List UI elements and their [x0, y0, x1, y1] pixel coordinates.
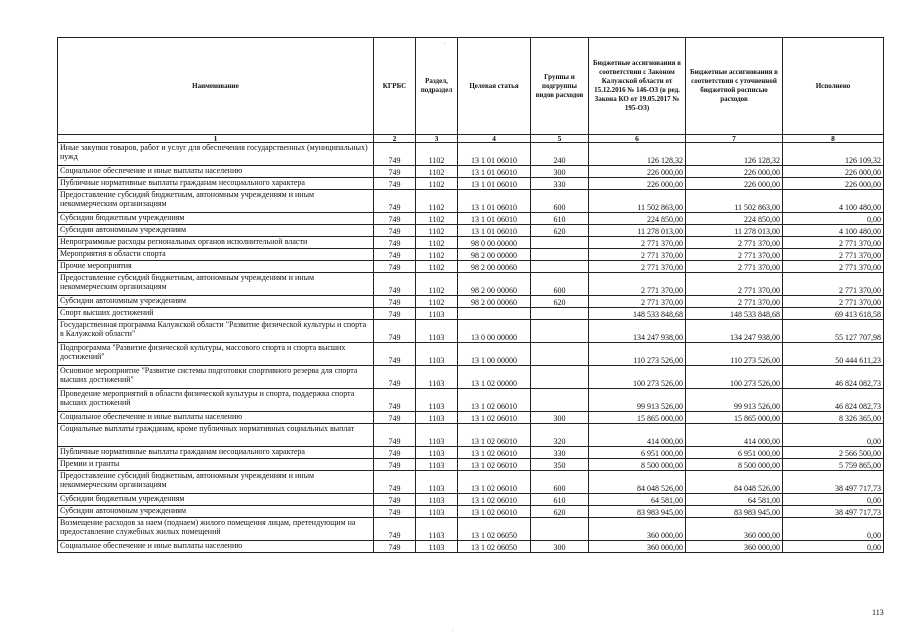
row-article: 13 1 01 06010: [458, 213, 531, 225]
row-executed: 126 109,32: [783, 143, 884, 166]
row-section: 1102: [416, 166, 458, 178]
row-group: 610: [531, 494, 589, 506]
row-group: 330: [531, 178, 589, 190]
row-name: Прочие мероприятия: [58, 261, 374, 273]
row-budget: 224 850,00: [589, 213, 686, 225]
row-executed: 46 824 082,73: [783, 366, 884, 389]
row-section: 1103: [416, 343, 458, 366]
row-article: 13 1 01 06010: [458, 143, 531, 166]
row-article: 98 0 00 00000: [458, 237, 531, 249]
column-numbers-row: [58, 135, 884, 143]
row-section: 1103: [416, 308, 458, 320]
row-kgrbs: 749: [374, 518, 416, 541]
row-section: 1102: [416, 296, 458, 308]
row-group: 600: [531, 273, 589, 296]
row-section: 1103: [416, 541, 458, 553]
row-executed: 2 771 370,00: [783, 261, 884, 273]
row-executed: 69 413 618,58: [783, 308, 884, 320]
row-executed: 0,00: [783, 494, 884, 506]
table-row: [58, 249, 884, 261]
row-name: Социальное обеспечение и иные выплаты населению: [58, 541, 374, 553]
row-name: Проведение мероприятий в области физической культуры и спорта, поддержка спорта высших достижений: [58, 389, 374, 412]
row-refined: 2 771 370,00: [686, 296, 783, 308]
row-budget: 2 771 370,00: [589, 261, 686, 273]
row-section: 1103: [416, 412, 458, 424]
row-refined: 8 500 000,00: [686, 459, 783, 471]
row-group: [531, 343, 589, 366]
header-name: Наименование: [58, 38, 374, 135]
row-kgrbs: 749: [374, 320, 416, 343]
row-refined: 148 533 848,68: [686, 308, 783, 320]
table-row: [58, 296, 884, 308]
row-section: 1102: [416, 190, 458, 213]
row-budget: 110 273 526,00: [589, 343, 686, 366]
row-name: Спорт высших достижений: [58, 308, 374, 320]
budget-report-page: [57, 37, 883, 553]
row-refined: 226 000,00: [686, 166, 783, 178]
row-section: 1103: [416, 471, 458, 494]
row-section: 1102: [416, 143, 458, 166]
row-refined: 83 983 945,00: [686, 506, 783, 518]
row-refined: 126 128,32: [686, 143, 783, 166]
row-executed: 2 771 370,00: [783, 237, 884, 249]
row-group: 320: [531, 424, 589, 447]
row-group: 350: [531, 459, 589, 471]
row-executed: 38 497 717,73: [783, 506, 884, 518]
row-group: 600: [531, 471, 589, 494]
row-name: Субсидии автономным учреждениям: [58, 225, 374, 237]
row-article: 13 1 02 06010: [458, 389, 531, 412]
row-budget: 2 771 370,00: [589, 249, 686, 261]
row-kgrbs: 749: [374, 366, 416, 389]
header-group: Группы и подгруппы видов расходов: [531, 38, 589, 135]
row-article: 13 1 02 06010: [458, 447, 531, 459]
row-name: Подпрограмма "Развитие физической культуры, массового спорта и спорта высших достижений": [58, 343, 374, 366]
column-number: 4: [458, 135, 531, 143]
scan-dot: ·: [444, 41, 446, 47]
table-row: [58, 190, 884, 213]
table-row: [58, 143, 884, 166]
table-row: [58, 518, 884, 541]
column-number: 6: [589, 135, 686, 143]
row-kgrbs: 749: [374, 273, 416, 296]
row-name: Мероприятия в области спорта: [58, 249, 374, 261]
row-executed: 2 566 500,00: [783, 447, 884, 459]
row-group: [531, 320, 589, 343]
row-kgrbs: 749: [374, 494, 416, 506]
row-article: 13 1 01 06010: [458, 178, 531, 190]
row-group: [531, 518, 589, 541]
table-row: [58, 447, 884, 459]
row-kgrbs: 749: [374, 471, 416, 494]
row-kgrbs: 749: [374, 178, 416, 190]
table-row: [58, 343, 884, 366]
row-budget: 360 000,00: [589, 541, 686, 553]
row-article: 13 1 02 06050: [458, 541, 531, 553]
row-kgrbs: 749: [374, 213, 416, 225]
row-article: 98 2 00 00060: [458, 261, 531, 273]
row-name: Предоставление субсидий бюджетным, автономным учреждениям и иным некоммерческим организациям: [58, 190, 374, 213]
table-row: [58, 178, 884, 190]
row-article: 98 2 00 00000: [458, 249, 531, 261]
row-section: 1103: [416, 389, 458, 412]
row-kgrbs: 749: [374, 225, 416, 237]
row-budget: 2 771 370,00: [589, 273, 686, 296]
row-kgrbs: 749: [374, 237, 416, 249]
row-article: 98 2 00 00060: [458, 296, 531, 308]
row-refined: 11 278 013,00: [686, 225, 783, 237]
table-row: [58, 366, 884, 389]
row-refined: 110 273 526,00: [686, 343, 783, 366]
row-name: Премии и гранты: [58, 459, 374, 471]
row-name: Субсидии автономным учреждениям: [58, 296, 374, 308]
row-refined: 99 913 526,00: [686, 389, 783, 412]
column-number: 1: [58, 135, 374, 143]
column-number: 8: [783, 135, 884, 143]
row-kgrbs: 749: [374, 249, 416, 261]
row-refined: 360 000,00: [686, 541, 783, 553]
row-executed: 226 000,00: [783, 178, 884, 190]
row-kgrbs: 749: [374, 190, 416, 213]
table-row: [58, 225, 884, 237]
table-row: [58, 261, 884, 273]
row-refined: 11 502 863,00: [686, 190, 783, 213]
row-refined: 64 581,00: [686, 494, 783, 506]
row-group: 620: [531, 296, 589, 308]
row-executed: 46 824 082,73: [783, 389, 884, 412]
row-budget: 8 500 000,00: [589, 459, 686, 471]
row-budget: 148 533 848,68: [589, 308, 686, 320]
header-refined: Бюджетные ассигнования в соответствии с уточненной бюджетной росписью расходов: [686, 38, 783, 135]
row-group: [531, 308, 589, 320]
row-name: Иные закупки товаров, работ и услуг для обеспечения государственных (муниципальных) нужд: [58, 143, 374, 166]
row-article: 13 1 02 06050: [458, 518, 531, 541]
table-row: [58, 308, 884, 320]
row-kgrbs: 749: [374, 389, 416, 412]
row-name: Возмещение расходов за наем (поднаем) жилого помещения лицам, претендующим на предоставление служебных жилых помещений: [58, 518, 374, 541]
row-budget: 414 000,00: [589, 424, 686, 447]
row-kgrbs: 749: [374, 541, 416, 553]
column-number: 3: [416, 135, 458, 143]
header-kgrbs: КГРБС: [374, 38, 416, 135]
row-section: 1102: [416, 237, 458, 249]
column-number: 5: [531, 135, 589, 143]
row-name: Субсидии автономным учреждениям: [58, 506, 374, 518]
row-executed: 2 771 370,00: [783, 273, 884, 296]
row-section: 1103: [416, 506, 458, 518]
row-refined: 414 000,00: [686, 424, 783, 447]
row-executed: 0,00: [783, 213, 884, 225]
table-row: [58, 424, 884, 447]
column-number: 2: [374, 135, 416, 143]
row-budget: 2 771 370,00: [589, 237, 686, 249]
table-row: [58, 471, 884, 494]
page-number: 113: [872, 608, 884, 617]
row-article: 13 1 01 06010: [458, 190, 531, 213]
row-article: 98 2 00 00060: [458, 273, 531, 296]
row-name: Непрограммные расходы региональных органов исполнительной власти: [58, 237, 374, 249]
row-section: 1103: [416, 424, 458, 447]
table-row: [58, 237, 884, 249]
row-group: 610: [531, 213, 589, 225]
row-budget: 6 951 000,00: [589, 447, 686, 459]
row-kgrbs: 749: [374, 424, 416, 447]
table-header-row: [58, 38, 884, 135]
row-budget: 64 581,00: [589, 494, 686, 506]
row-executed: 2 771 370,00: [783, 296, 884, 308]
header-section: Раздел, подраздел: [416, 38, 458, 135]
row-executed: 38 497 717,73: [783, 471, 884, 494]
row-name: Публичные нормативные выплаты гражданам несоциального характера: [58, 447, 374, 459]
row-group: [531, 261, 589, 273]
row-refined: 6 951 000,00: [686, 447, 783, 459]
table-body: [58, 143, 884, 553]
row-refined: 2 771 370,00: [686, 249, 783, 261]
row-kgrbs: 749: [374, 296, 416, 308]
row-executed: 0,00: [783, 518, 884, 541]
row-section: 1103: [416, 447, 458, 459]
scan-dot: ·: [452, 628, 454, 634]
row-group: [531, 237, 589, 249]
row-article: 13 1 02 06010: [458, 459, 531, 471]
row-executed: 2 771 370,00: [783, 249, 884, 261]
row-name: Социальное обеспечение и иные выплаты населению: [58, 412, 374, 424]
row-refined: 2 771 370,00: [686, 273, 783, 296]
row-group: 620: [531, 506, 589, 518]
column-number: 7: [686, 135, 783, 143]
row-group: [531, 389, 589, 412]
table-row: [58, 273, 884, 296]
table-row: [58, 389, 884, 412]
row-budget: 134 247 938,00: [589, 320, 686, 343]
row-executed: 4 100 480,00: [783, 225, 884, 237]
row-refined: 2 771 370,00: [686, 261, 783, 273]
row-kgrbs: 749: [374, 143, 416, 166]
row-article: 13 1 02 06010: [458, 412, 531, 424]
row-budget: 83 983 945,00: [589, 506, 686, 518]
row-section: 1103: [416, 494, 458, 506]
row-budget: 2 771 370,00: [589, 296, 686, 308]
row-name: Социальное обеспечение и иные выплаты населению: [58, 166, 374, 178]
row-name: Государственная программа Калужской области "Развитие физической культуры и спорта в Калужской области": [58, 320, 374, 343]
row-kgrbs: 749: [374, 343, 416, 366]
row-article: 13 1 02 06010: [458, 506, 531, 518]
row-section: 1103: [416, 366, 458, 389]
header-budget: Бюджетные ассигнования в соответствии с Законом Калужской области от 15.12.2016 № 146-ОЗ (в ред. Закона КО от 19.05.2017 № 195-ОЗ): [589, 38, 686, 135]
row-article: 13 1 02 06010: [458, 471, 531, 494]
row-section: 1102: [416, 273, 458, 296]
row-article: [458, 308, 531, 320]
table-row: [58, 459, 884, 471]
row-kgrbs: 749: [374, 459, 416, 471]
row-article: 13 1 02 06010: [458, 424, 531, 447]
row-group: 600: [531, 190, 589, 213]
row-refined: 2 771 370,00: [686, 237, 783, 249]
row-executed: 50 444 611,23: [783, 343, 884, 366]
row-article: 13 1 02 06010: [458, 494, 531, 506]
row-section: 1102: [416, 213, 458, 225]
row-refined: 15 865 000,00: [686, 412, 783, 424]
row-kgrbs: 749: [374, 308, 416, 320]
row-section: 1102: [416, 261, 458, 273]
row-budget: 11 502 863,00: [589, 190, 686, 213]
row-budget: 126 128,32: [589, 143, 686, 166]
row-kgrbs: 749: [374, 447, 416, 459]
budget-table: [57, 37, 884, 553]
row-group: 300: [531, 541, 589, 553]
row-article: 13 0 00 00000: [458, 320, 531, 343]
row-kgrbs: 749: [374, 412, 416, 424]
row-section: 1102: [416, 225, 458, 237]
table-row: [58, 541, 884, 553]
row-section: 1103: [416, 459, 458, 471]
row-article: 13 1 02 00000: [458, 366, 531, 389]
row-name: Основное мероприятие "Развитие системы подготовки спортивного резерва для спорта высших достижений": [58, 366, 374, 389]
row-budget: 15 865 000,00: [589, 412, 686, 424]
row-name: Социальные выплаты гражданам, кроме публичных нормативных социальных выплат: [58, 424, 374, 447]
row-name: Публичные нормативные выплаты гражданам несоциального характера: [58, 178, 374, 190]
row-section: 1102: [416, 249, 458, 261]
row-group: 620: [531, 225, 589, 237]
row-refined: 360 000,00: [686, 518, 783, 541]
row-budget: 226 000,00: [589, 166, 686, 178]
table-row: [58, 506, 884, 518]
header-article: Целевая статья: [458, 38, 531, 135]
row-executed: 226 000,00: [783, 166, 884, 178]
row-budget: 11 278 013,00: [589, 225, 686, 237]
row-kgrbs: 749: [374, 166, 416, 178]
row-budget: 360 000,00: [589, 518, 686, 541]
row-executed: 8 326 365,00: [783, 412, 884, 424]
table-row: [58, 213, 884, 225]
row-refined: 84 048 526,00: [686, 471, 783, 494]
row-group: 300: [531, 166, 589, 178]
row-section: 1103: [416, 320, 458, 343]
row-budget: 226 000,00: [589, 178, 686, 190]
row-refined: 134 247 938,00: [686, 320, 783, 343]
row-name: Предоставление субсидий бюджетным, автономным учреждениям и иным некоммерческим организациям: [58, 471, 374, 494]
row-article: 13 1 00 00000: [458, 343, 531, 366]
row-group: 330: [531, 447, 589, 459]
table-row: [58, 166, 884, 178]
header-executed: Исполнено: [783, 38, 884, 135]
row-refined: 100 273 526,00: [686, 366, 783, 389]
table-row: [58, 412, 884, 424]
row-executed: 0,00: [783, 424, 884, 447]
row-executed: 4 100 480,00: [783, 190, 884, 213]
row-kgrbs: 749: [374, 261, 416, 273]
row-group: [531, 366, 589, 389]
row-section: 1103: [416, 518, 458, 541]
row-name: Предоставление субсидий бюджетным, автономным учреждениям и иным некоммерческим организациям: [58, 273, 374, 296]
row-kgrbs: 749: [374, 506, 416, 518]
row-group: 240: [531, 143, 589, 166]
row-executed: 0,00: [783, 541, 884, 553]
row-budget: 84 048 526,00: [589, 471, 686, 494]
row-executed: 5 759 865,00: [783, 459, 884, 471]
row-name: Субсидии бюджетным учреждениям: [58, 494, 374, 506]
row-section: 1102: [416, 178, 458, 190]
row-refined: 224 850,00: [686, 213, 783, 225]
row-refined: 226 000,00: [686, 178, 783, 190]
row-name: Субсидии бюджетным учреждениям: [58, 213, 374, 225]
row-budget: 99 913 526,00: [589, 389, 686, 412]
row-group: 300: [531, 412, 589, 424]
row-article: 13 1 01 06010: [458, 166, 531, 178]
row-budget: 100 273 526,00: [589, 366, 686, 389]
row-executed: 55 127 707,98: [783, 320, 884, 343]
row-article: 13 1 01 06010: [458, 225, 531, 237]
row-group: [531, 249, 589, 261]
table-row: [58, 494, 884, 506]
table-row: [58, 320, 884, 343]
